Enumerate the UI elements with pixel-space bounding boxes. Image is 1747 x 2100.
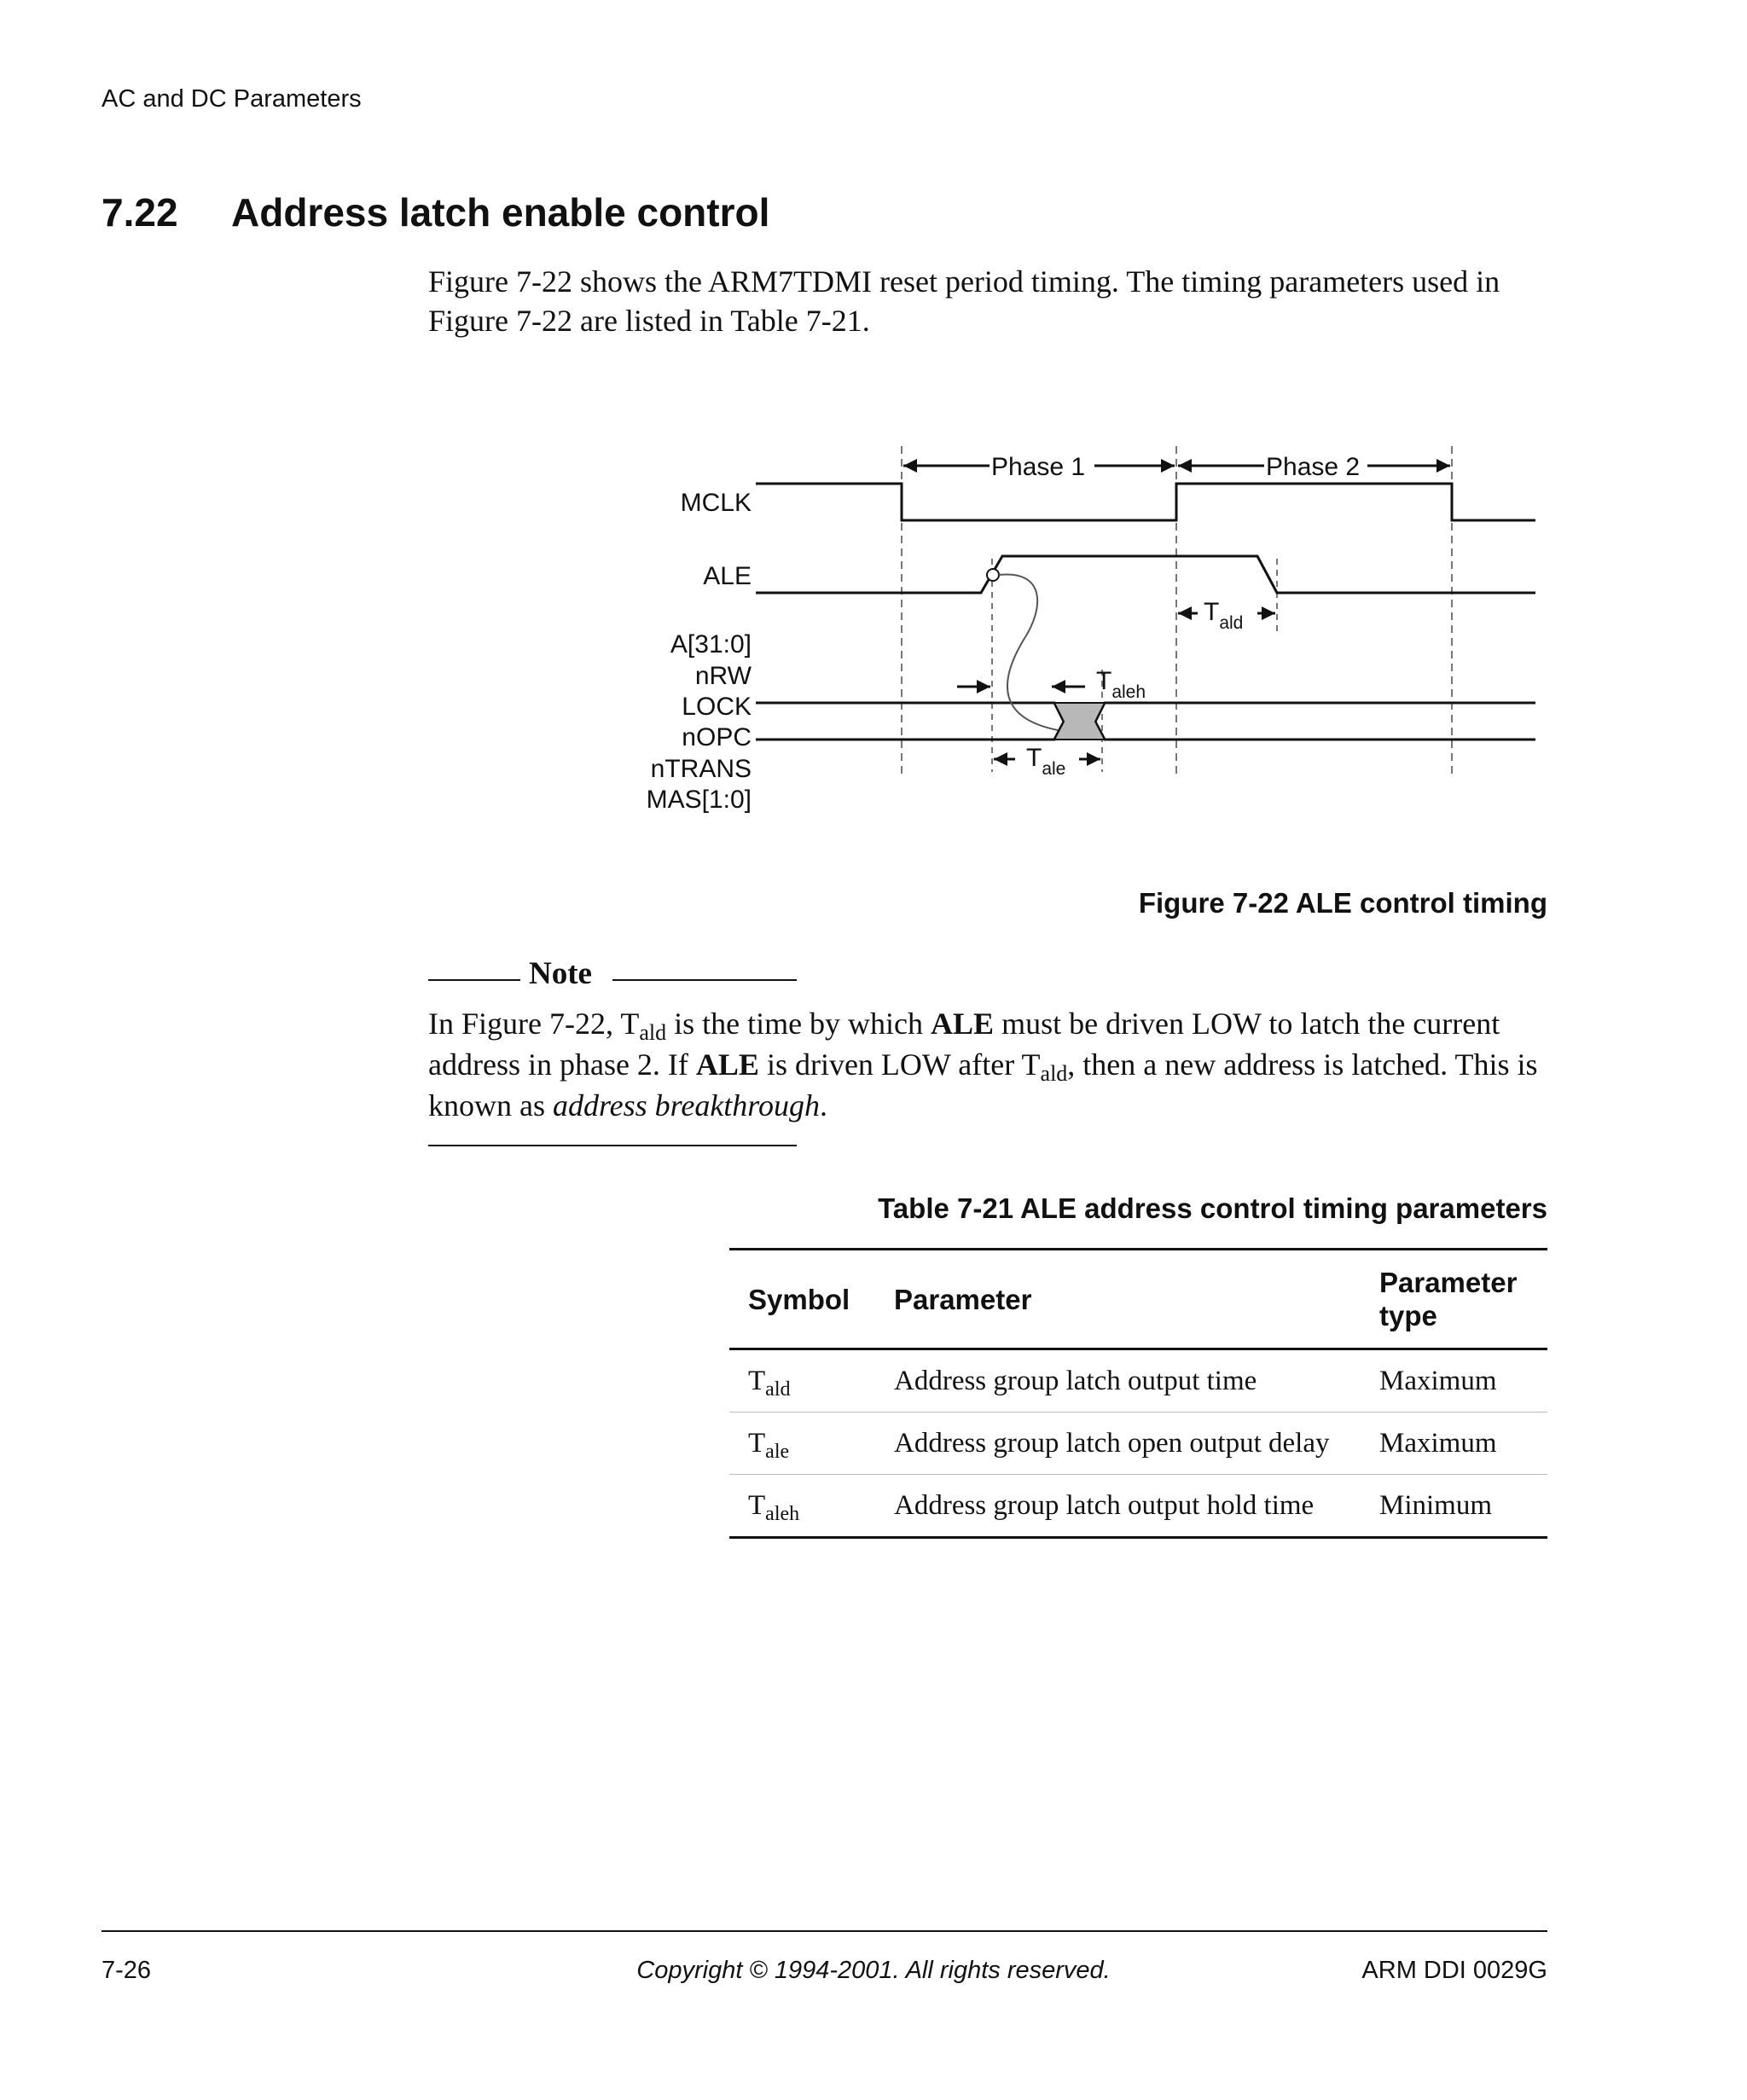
note-rule-left [428,979,520,981]
bus-signal-label: nOPC [682,723,752,751]
header-parameter-type [1361,1250,1547,1349]
header-parameter: Parameter [894,1283,1032,1315]
bus-signal-label: nTRANS [650,755,752,783]
note-text: In Figure 7-22, T [428,1006,640,1041]
table-caption: Table 7-21 ALE address control timing parameters [878,1192,1547,1224]
ale-waveform [756,556,1535,593]
note-text: is the time by which [666,1006,932,1041]
note-text: is driven LOW after T [758,1047,1041,1082]
page-number: 7-26 [102,1957,152,1984]
phase-1-label: Phase 1 [991,453,1086,481]
symbol-cell: $T_{ald}$ [748,1365,791,1401]
bus-signal-label: A[31:0] [670,630,752,658]
mclk-label: MCLK [680,489,752,517]
tale-label: $T_{ale}$ [1026,744,1066,779]
bus-waveform-upper [756,703,1535,722]
ale-edge-marker [987,569,999,581]
tald-label: $T_{ald}$ [1204,598,1244,633]
note-bold-signal: ALE [931,1006,995,1041]
bus-signal-label: MAS[1:0] [646,786,752,814]
header-type-line2: type [1379,1300,1437,1331]
bus-signal-label: nRW [694,662,752,690]
mclk-waveform [756,484,1535,520]
note-body [428,1003,1571,1126]
table-row [729,1475,1547,1538]
cause-effect-curve [999,574,1058,730]
taleh-label: $T_{aleh}$ [1096,667,1146,702]
phase-2-label: Phase 2 [1266,453,1361,481]
ale-label: ALE [703,562,752,590]
note-bold-signal: ALE [695,1047,759,1082]
note-subscript: ald [1040,1061,1068,1086]
note-rule-right [612,979,797,981]
symbol-cell: $T_{ale}$ [748,1427,790,1463]
type-cell: Maximum [1379,1427,1497,1459]
header-type-line1: Parameter [1379,1267,1518,1298]
header-symbol: Symbol [748,1283,850,1315]
note-bottom-rule [428,1145,797,1146]
parameter-cell: Address group latch open output delay [894,1427,1330,1459]
bus-transition-shading [1054,703,1105,740]
parameter-cell: Address group latch output hold time [894,1489,1315,1521]
intro-paragraph: Figure 7-22 shows the ARM7TDMI reset period timing. The timing parameters used in Figure 7-22 are listed in Table 7-21. [428,264,1500,338]
table-row [729,1413,1547,1475]
timing-parameters-table [729,1248,1547,1539]
copyright: Copyright © 1994-2001. All rights reserved. [636,1957,1111,1984]
section-number: 7.22 [102,190,178,235]
note-text: . [819,1088,827,1123]
ale-timing-diagram [0,0,1747,853]
bus-signal-label: LOCK [682,693,752,721]
table-header-row [729,1250,1547,1349]
type-cell: Maximum [1379,1365,1497,1396]
note-italic-term: address breakthrough [553,1088,820,1123]
figure-caption: Figure 7-22 ALE control timing [1138,887,1547,919]
type-cell: Minimum [1379,1489,1493,1521]
note-text: , then a new address is latched. This is known as [428,1047,1538,1123]
footer-rule [102,1930,1547,1932]
note-header [428,955,795,989]
document-id: ARM DDI 0029G [1361,1957,1547,1984]
note-label: Note [529,956,592,991]
table-row [729,1349,1547,1413]
running-header: AC and DC Parameters [102,85,362,113]
note-subscript: ald [639,1020,667,1045]
symbol-cell: $T_{aleh}$ [748,1489,800,1525]
note-text: must be driven LOW to latch the current address in phase 2. If [428,1006,1500,1082]
parameter-cell: Address group latch output time [894,1365,1257,1396]
section-title: Address latch enable control [231,190,770,235]
bus-waveform-lower [756,722,1535,740]
